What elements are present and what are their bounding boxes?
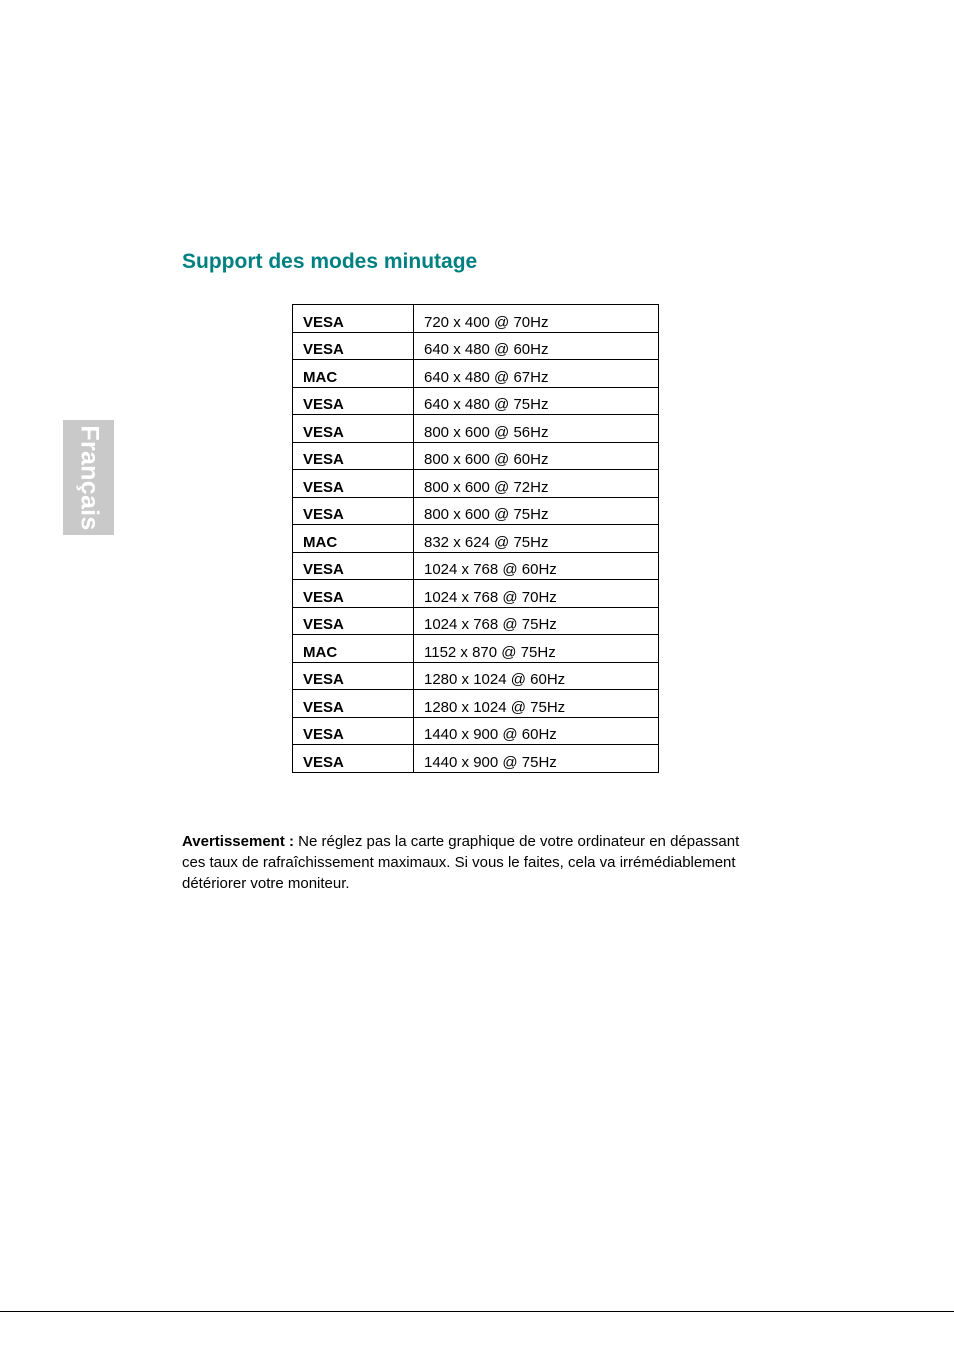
mode-cell: 1440 x 900 @ 60Hz (414, 717, 659, 745)
mode-cell: 800 x 600 @ 56Hz (414, 415, 659, 443)
table-row (293, 332, 659, 360)
standard-cell: VESA (293, 305, 414, 333)
table-row (293, 552, 659, 580)
table-row (293, 525, 659, 553)
table-row (293, 415, 659, 443)
table-row (293, 360, 659, 388)
standard-cell: VESA (293, 470, 414, 498)
standard-cell: VESA (293, 415, 414, 443)
warning-text: Ne réglez pas la carte graphique de votre ordinateur en dépassant ces taux de rafraîchissement maximaux. Si vous le faites, cela va irrémédiablement détériorer votre moniteur. (182, 833, 740, 892)
table-row (293, 662, 659, 690)
mode-cell: 720 x 400 @ 70Hz (414, 305, 659, 333)
timing-modes-table-body (293, 305, 659, 773)
standard-cell: MAC (293, 360, 414, 388)
section-title: Support des modes minutage (182, 250, 478, 273)
warning-paragraph (182, 831, 742, 894)
standard-cell: VESA (293, 745, 414, 773)
mode-cell: 800 x 600 @ 72Hz (414, 470, 659, 498)
mode-cell: 1024 x 768 @ 70Hz (414, 580, 659, 608)
mode-cell: 832 x 624 @ 75Hz (414, 525, 659, 553)
mode-cell: 1440 x 900 @ 75Hz (414, 745, 659, 773)
timing-modes-table (292, 304, 659, 773)
mode-cell: 800 x 600 @ 60Hz (414, 442, 659, 470)
standard-cell: VESA (293, 332, 414, 360)
table-row (293, 442, 659, 470)
mode-cell: 640 x 480 @ 75Hz (414, 387, 659, 415)
mode-cell: 1152 x 870 @ 75Hz (414, 635, 659, 663)
standard-cell: VESA (293, 662, 414, 690)
standard-cell: MAC (293, 635, 414, 663)
table-row (293, 745, 659, 773)
mode-cell: 1024 x 768 @ 75Hz (414, 607, 659, 635)
standard-cell: VESA (293, 717, 414, 745)
table-row (293, 497, 659, 525)
mode-cell: 1280 x 1024 @ 60Hz (414, 662, 659, 690)
table-row (293, 470, 659, 498)
standard-cell: VESA (293, 607, 414, 635)
standard-cell: VESA (293, 690, 414, 718)
table-row (293, 387, 659, 415)
table-row (293, 635, 659, 663)
mode-cell: 800 x 600 @ 75Hz (414, 497, 659, 525)
table-row (293, 607, 659, 635)
footer-divider (0, 1311, 954, 1312)
warning-label: Avertissement : (182, 833, 294, 850)
standard-cell: VESA (293, 387, 414, 415)
standard-cell: VESA (293, 497, 414, 525)
mode-cell: 1280 x 1024 @ 75Hz (414, 690, 659, 718)
mode-cell: 640 x 480 @ 60Hz (414, 332, 659, 360)
table-row (293, 717, 659, 745)
standard-cell: VESA (293, 442, 414, 470)
language-side-tab (63, 420, 114, 535)
standard-cell: MAC (293, 525, 414, 553)
standard-cell: VESA (293, 552, 414, 580)
table-row (293, 580, 659, 608)
mode-cell: 640 x 480 @ 67Hz (414, 360, 659, 388)
table-row (293, 305, 659, 333)
language-tab-label: Français (75, 424, 103, 531)
table-row (293, 690, 659, 718)
standard-cell: VESA (293, 580, 414, 608)
mode-cell: 1024 x 768 @ 60Hz (414, 552, 659, 580)
